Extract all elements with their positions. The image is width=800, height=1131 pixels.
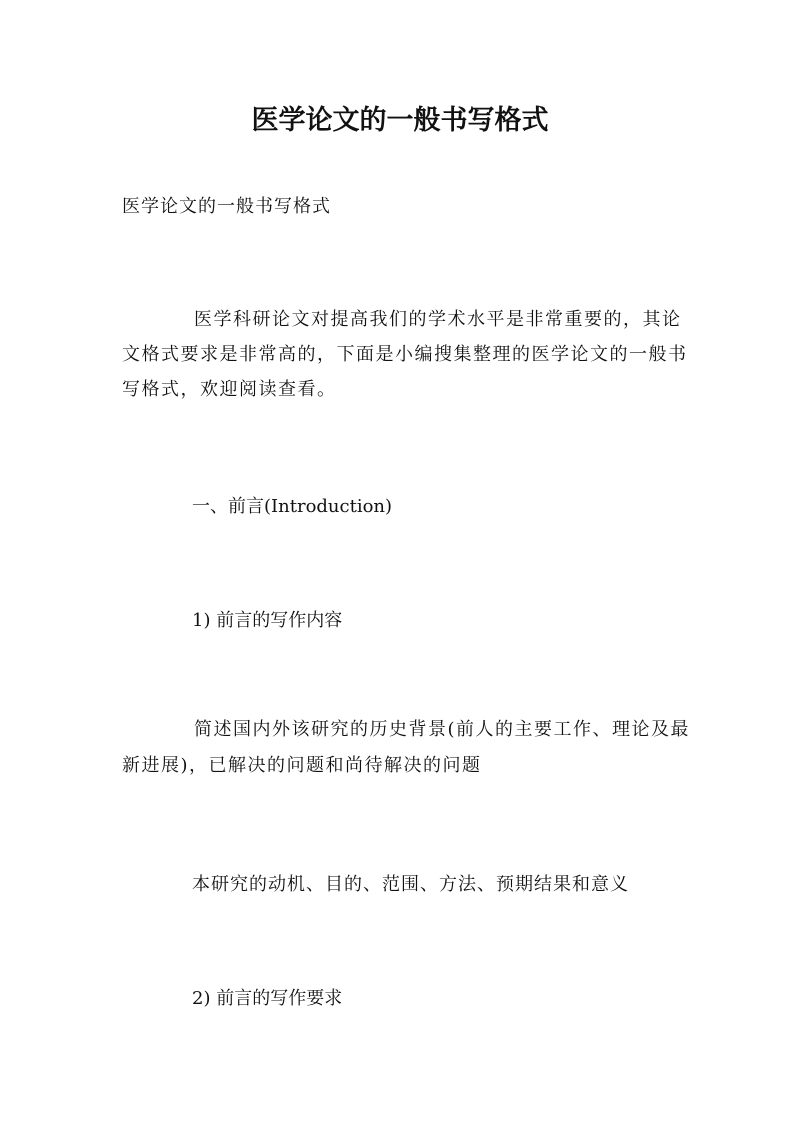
document-subtitle: 医学论文的一般书写格式: [122, 196, 331, 217]
subheading-writing-requirements: 2) 前言的写作要求: [192, 988, 343, 1009]
intro-paragraph: 医学科研论文对提高我们的学术水平是非常重要的，其论文格式要求是非常高的，下面是小编搜集整理的医学论文的一般书写格式，欢迎阅读查看。: [122, 309, 688, 400]
document-title: 医学论文的一般书写格式: [251, 105, 549, 136]
section-heading-introduction: 一、前言(Introduction): [192, 496, 393, 517]
subheading-writing-content: 1) 前言的写作内容: [192, 610, 343, 631]
motivation-paragraph: 本研究的动机、目的、范围、方法、预期结果和意义: [192, 874, 629, 895]
background-paragraph: 简述国内外该研究的历史背景(前人的主要工作、理论及最新进展)，已解决的问题和尚待解决的问题: [122, 719, 691, 776]
